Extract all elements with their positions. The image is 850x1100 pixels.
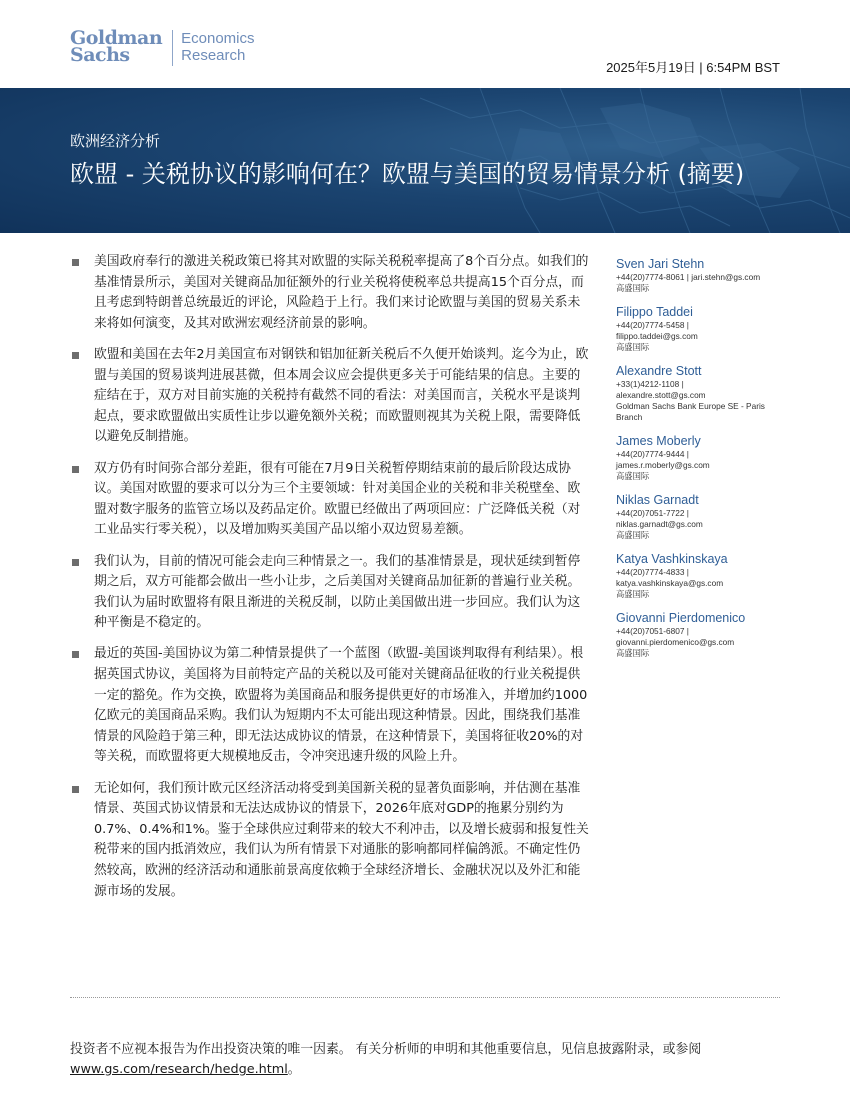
author-affiliation: 高盛国际 xyxy=(616,589,650,599)
author-name[interactable]: Alexandre Stott xyxy=(616,364,702,378)
bullet-text: 我们认为，目前的情况可能会走向三种情景之一。我们的基准情景是，现状延续到暂停期之后，双方可能都会做出一些小让步，之后美国对关键商品加征新的普遍行业关税。我们认为届时欧盟将有限且渐进的关税反制，以防止美国做出进一步回应。我们认为这种平衡是不稳定的。 xyxy=(94,553,581,631)
bullet-item xyxy=(70,644,590,768)
author-card xyxy=(616,610,786,659)
square-bullet-icon xyxy=(72,466,79,473)
goldman-sachs-logo[interactable] xyxy=(70,27,255,66)
author-contact[interactable]: +44(20)7774-8061 | jari.stehn@gs.com xyxy=(616,272,761,282)
author-phone: +44(20)7051-6807 | xyxy=(616,626,689,636)
report-title: 欧盟 - 关税协议的影响何在？欧盟与美国的贸易情景分析 (摘要) xyxy=(70,160,745,188)
author-phone: +44(20)7774-5458 | xyxy=(616,320,689,330)
author-affiliation: 高盛国际 xyxy=(616,648,650,658)
report-date: 2025年5月19日 | 6:54PM BST xyxy=(606,60,780,75)
disclosure-text: 投资者不应视本报告为作出投资决策的唯一因素。 有关分析师的申明和其他重要信息，见信息披露附录，或参阅 xyxy=(70,1042,702,1057)
author-card xyxy=(616,551,786,600)
summary-bullets xyxy=(70,252,590,913)
author-phone: +44(20)7774-9444 | xyxy=(616,449,689,459)
logo-divider xyxy=(172,30,173,66)
footer-divider xyxy=(70,997,780,998)
logo-line-1: Goldman xyxy=(70,27,163,49)
author-card xyxy=(616,492,786,541)
author-card xyxy=(616,304,786,353)
author-email[interactable]: filippo.taddei@gs.com xyxy=(616,331,698,341)
bullet-text: 双方仍有时间弥合部分差距，很有可能在7月9日关税暂停期结束前的最后阶段达成协议。美国对欧盟的要求可以分为三个主要领域：针对美国企业的关税和非关税壁垒、欧盟对数字服务的监管立场以及药品定价。欧盟已经做出了两项回应：广泛降低关税（对工业品实行零关税），以及增加购买美国产品以缩小双边贸易差额。 xyxy=(94,460,581,538)
logo-division-line-1: Economics xyxy=(181,30,255,47)
author-phone: +33(1)4212-1108 | xyxy=(616,379,684,389)
bullet-item xyxy=(70,459,590,541)
bullet-text: 无论如何，我们预计欧元区经济活动将受到美国新关税的显著负面影响，并估测在基准情景、英国式协议情景和无法达成协议的情景下，2026年底对GDP的拖累分别约为0.7%、0.4%和1%。鉴于全球供应过剩带来的较大不利冲击，以及增长疲弱和报复性关税带来的国内抵消效应，我们认为所有情景下对通胀的影响都同样偏鸽派。不确定性仍然较高，欧洲的经济活动和通胀前景高度依赖于全球经济增长、金融状况以及外汇和能源市场的发展。 xyxy=(94,780,589,899)
logo-division-line-2: Research xyxy=(181,47,246,64)
author-name[interactable]: Giovanni Pierdomenico xyxy=(616,611,746,625)
author-affiliation: 高盛国际 xyxy=(616,342,650,352)
square-bullet-icon xyxy=(72,259,79,266)
disclosure-footer xyxy=(70,1040,780,1080)
author-card xyxy=(616,363,786,423)
author-name[interactable]: Sven Jari Stehn xyxy=(616,257,705,271)
title-banner xyxy=(0,88,850,233)
author-affiliation: 高盛国际 xyxy=(616,471,650,481)
author-card xyxy=(616,433,786,482)
report-header xyxy=(0,0,850,88)
author-phone: +44(20)7051-7722 | xyxy=(616,508,689,518)
square-bullet-icon xyxy=(72,786,79,793)
author-name[interactable]: Niklas Garnadt xyxy=(616,493,699,507)
author-list xyxy=(616,256,786,669)
disclosure-suffix: 。 xyxy=(287,1062,301,1077)
bullet-text: 最近的英国-美国协议为第二种情景提供了一个蓝图（欧盟-美国谈判取得有利结果）。根据英国式协议，美国将为目前特定产品的关税以及可能对关键商品征收的行业关税提供一定的豁免。作为交换，欧盟将为美国商品和服务提供更好的市场准入，并增加约1000亿欧元的美国商品采购。我们认为短期内不太可能出现这种情景。因此，围绕我们基准情景的风险趋于第三种，即无法达成协议的情景，在这种情景下，美国将征收20%的对等关税，而欧盟将更大规模地反击，令冲突迅速升级的风险上升。 xyxy=(94,646,588,765)
author-email[interactable]: james.r.moberly@gs.com xyxy=(616,460,710,470)
square-bullet-icon xyxy=(72,651,79,658)
author-phone: +44(20)7774-4833 | xyxy=(616,567,689,577)
banner-subtitle: 欧洲经济分析 xyxy=(70,132,161,150)
author-email[interactable]: alexandre.stott@gs.com xyxy=(616,390,706,400)
author-name[interactable]: Katya Vashkinskaya xyxy=(616,552,728,566)
logo-division xyxy=(181,30,254,64)
square-bullet-icon xyxy=(72,559,79,566)
author-affiliation: Goldman Sachs Bank Europe SE - Paris Branch xyxy=(616,401,765,422)
author-name[interactable]: James Moberly xyxy=(616,434,701,448)
author-email[interactable]: giovanni.pierdomenico@gs.com xyxy=(616,637,735,647)
bullet-item xyxy=(70,252,590,334)
author-name[interactable]: Filippo Taddei xyxy=(616,305,693,319)
bullet-item xyxy=(70,552,590,634)
author-affiliation: 高盛国际 xyxy=(616,530,650,540)
bullet-text: 欧盟和美国在去年2月美国宣布对钢铁和铝加征新关税后不久便开始谈判。迄今为止，欧盟与美国的贸易谈判进展甚微，但本周会议应会提供更多关于可能结果的信息。主要的症结在于，双方对目前实施的关税持有截然不同的看法：对美国而言，关税水平是谈判起点，要求欧盟做出实质性让步以避免额外关税；而欧盟则视其为关税上限，需要降低以避免反制措施。 xyxy=(94,346,589,445)
author-affiliation: 高盛国际 xyxy=(616,283,650,293)
logo-line-2: Sachs xyxy=(70,44,130,66)
disclosure-link[interactable]: www.gs.com/research/hedge.html xyxy=(70,1062,288,1077)
square-bullet-icon xyxy=(72,352,79,359)
author-email[interactable]: katya.vashkinskaya@gs.com xyxy=(616,578,724,588)
bullet-item xyxy=(70,345,590,448)
bullet-text: 美国政府奉行的激进关税政策已将其对欧盟的实际关税税率提高了8个百分点。如我们的基准情景所示，美国对关键商品加征额外的行业关税将使税率总共提高15个百分点，而且考虑到特朗普总统最近的评论，风险趋于上行。我们来讨论欧盟与美国的贸易关系未来将如何演变，及其对欧洲宏观经济前景的影响。 xyxy=(94,254,589,331)
logo-wordmark xyxy=(70,27,163,66)
author-email[interactable]: niklas.garnadt@gs.com xyxy=(616,519,703,529)
author-card xyxy=(616,256,786,294)
bullet-item xyxy=(70,779,590,903)
